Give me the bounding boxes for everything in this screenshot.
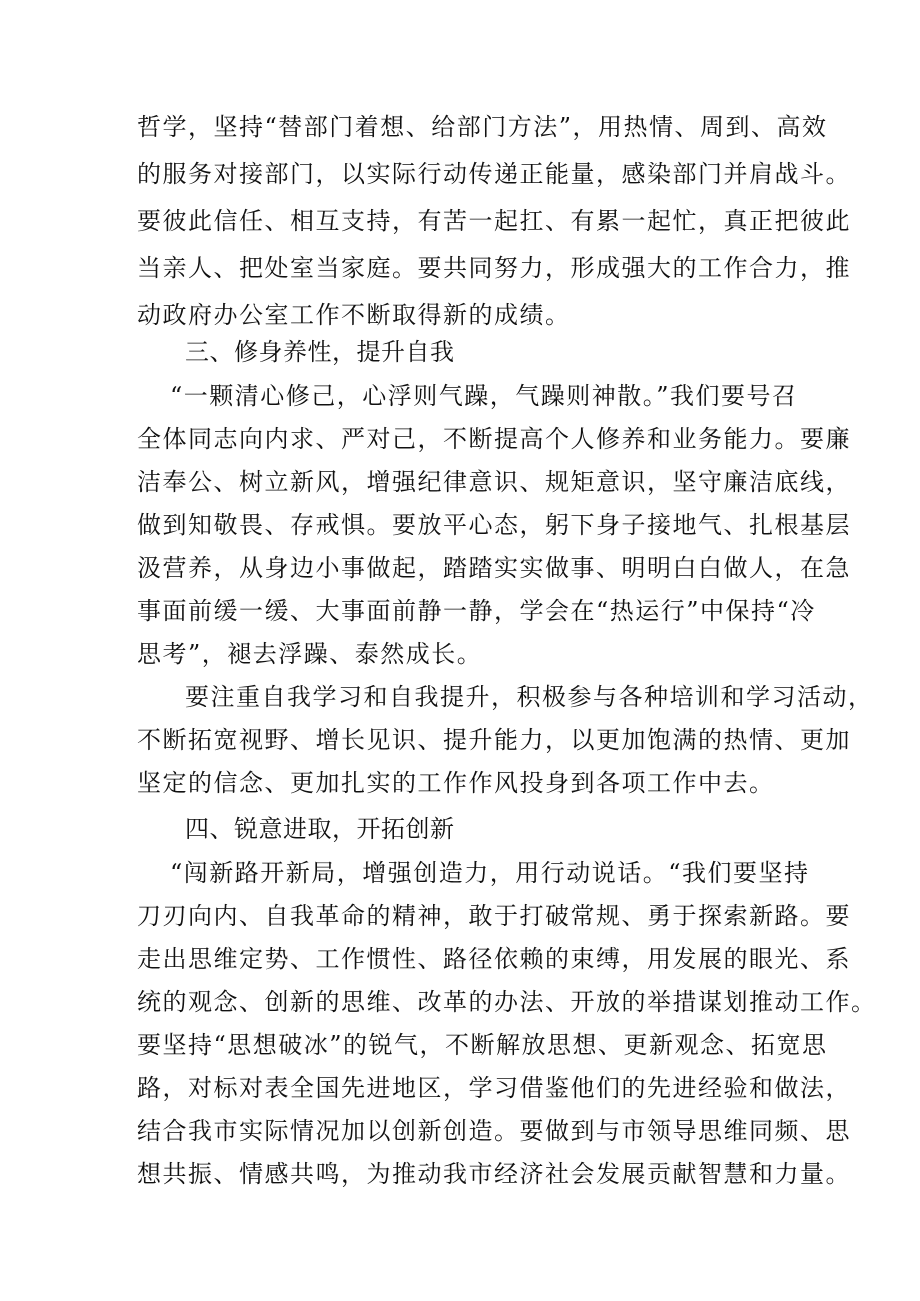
body-line: 结合我市实际情况加以创新创造。要做到与市领导思维同频、思 [137,1117,851,1145]
paragraph-first-line: 要注重自我学习和自我提升，积极参与各种培训和学习活动， [185,683,874,711]
body-line: 想共振、情感共鸣，为推动我市经济社会发展贡献智慧和力量。 [137,1160,851,1188]
body-line: 哲学，坚持“替部门着想、给部门方法”，用热情、周到、高效 [137,113,828,141]
body-line: 汲营养，从身边小事做起，踏踏实实做事、明明白白做人，在急 [137,554,851,582]
paragraph-first-line: “闯新路开新局，增强创造力，用行动说话。“我们要坚持 [170,859,810,887]
body-line: 事面前缓一缓、大事面前静一静，学会在“热运行”中保持“冷 [137,597,816,625]
body-line: 全体同志向内求、严对己，不断提高个人修养和业务能力。要廉 [137,425,851,453]
section-heading-4: 四、锐意进取，开拓创新 [185,815,455,843]
body-line: 洁奉公、树立新风，增强纪律意识、规矩意识，坚守廉洁底线， [137,468,851,496]
paragraph-first-line: “一颗清心修己，心浮则气躁，气躁则神散。”我们要号召 [170,382,798,410]
body-line: 走出思维定势、工作惯性、路径依赖的束缚，用发展的眼光、系 [137,945,851,973]
body-line: 刀刃向内、自我革命的精神，敢于打破常规、勇于探索新路。要 [137,902,851,930]
body-line: 当亲人、把处室当家庭。要共同努力，形成强大的工作合力，推 [137,254,851,282]
body-line: 动政府办公室工作不断取得新的成绩。 [137,301,571,329]
body-line: 的服务对接部门，以实际行动传递正能量，感染部门并肩战斗。 [137,160,851,188]
body-line: 要坚持“思想破冰”的锐气，不断解放思想、更新观念、拓宽思 [137,1031,828,1059]
body-line: 思考”，褪去浮躁、泰然成长。 [137,640,483,668]
body-line: 要彼此信任、相互支持，有苦一起扛、有累一起忙，真正把彼此 [137,207,851,235]
section-heading-3: 三、修身养性，提升自我 [185,338,455,366]
body-line: 做到知敬畏、存戒惧。要放平心态，躬下身子接地气、扎根基层 [137,511,851,539]
body-line: 路，对标对表全国先进地区，学习借鉴他们的先进经验和做法， [137,1074,851,1102]
body-line: 不断拓宽视野、增长见识、提升能力，以更加饱满的热情、更加 [137,726,851,754]
body-line: 坚定的信念、更加扎实的工作作风投身到各项工作中去。 [137,769,775,797]
body-line: 统的观念、创新的思维、改革的办法、开放的举措谋划推动工作。 [137,988,877,1016]
